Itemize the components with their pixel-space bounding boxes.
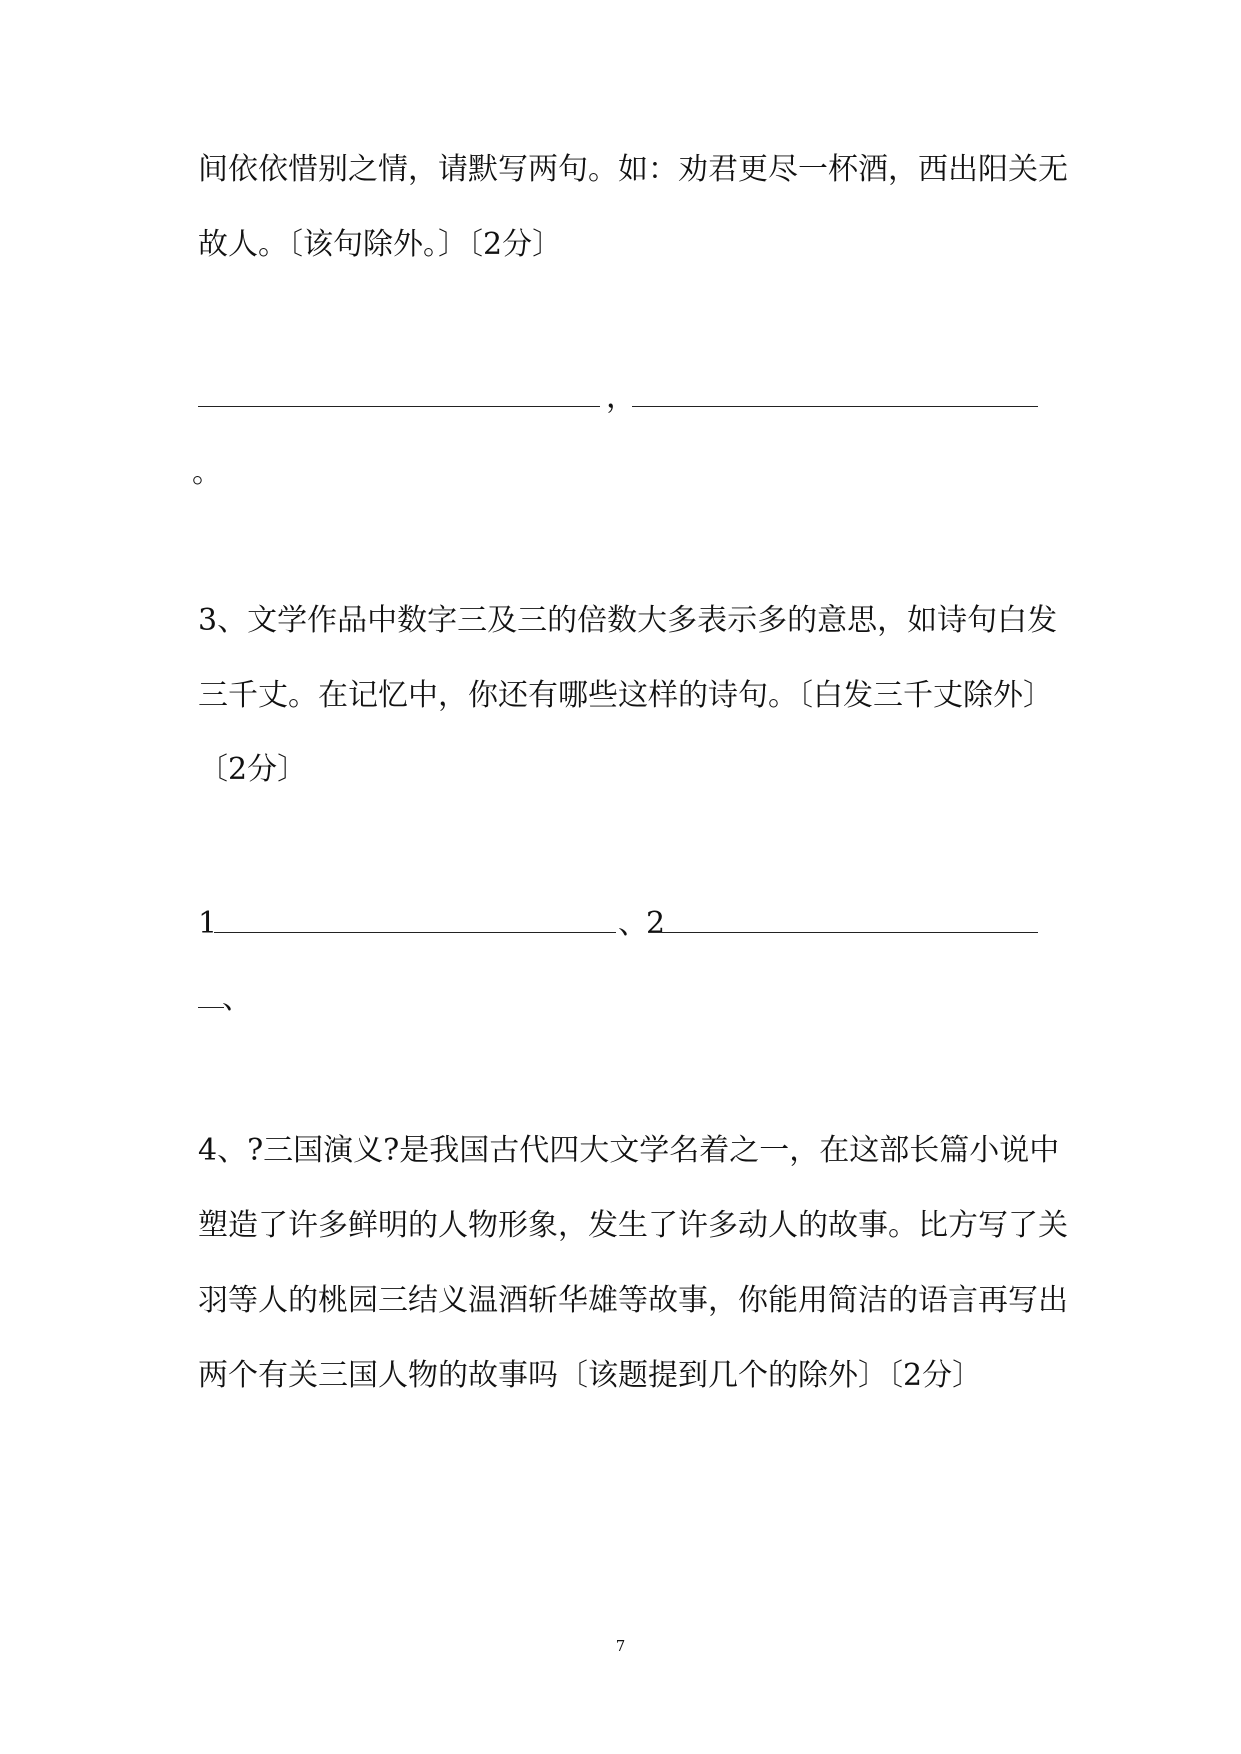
answer-number-1: 1 xyxy=(198,906,218,941)
question4-line4: 两个有关三国人物的故事吗〔该题提到几个的除外〕〔2分〕 xyxy=(198,1358,983,1393)
answer-blank-q2-second[interactable] xyxy=(632,406,1038,407)
answer-blank-q3-second[interactable] xyxy=(662,932,1038,933)
question2-line1: 间依依惜别之情，请默写两句。如：劝君更尽一杯酒，西出阳关无 xyxy=(198,152,1068,187)
question3-line2: 三千丈。在记忆中，你还有哪些这样的诗句。〔白发三千丈除外〕 xyxy=(198,678,1053,713)
answer-separator: 、 xyxy=(618,906,648,941)
question4-line1: 4、?三国演义?是我国古代四大文学名着之一，在这部长篇小说中 xyxy=(198,1133,1060,1168)
question3-line1: 3、文学作品中数字三及三的倍数大多表示多的意思，如诗句白发 xyxy=(198,603,1058,638)
question4-line3: 羽等人的桃园三结义温酒斩华雄等故事，你能用简洁的语言再写出 xyxy=(198,1283,1068,1318)
answer-separator-comma: ， xyxy=(606,380,636,415)
answer-blank-q2-first[interactable] xyxy=(198,406,600,407)
answer-blank-q3-continuation[interactable] xyxy=(198,1007,224,1008)
answer-end-mark: 。 xyxy=(192,455,222,490)
question3-line3: 〔2分〕 xyxy=(198,752,308,787)
answer-trailing-mark: 、 xyxy=(222,981,252,1016)
answer-blank-q3-first[interactable] xyxy=(214,932,616,933)
question2-line2: 故人。〔该句除外。〕〔2分〕 xyxy=(198,227,563,262)
answer-number-2: 2 xyxy=(646,906,666,941)
page-number: 7 xyxy=(615,1637,626,1655)
question4-line2: 塑造了许多鲜明的人物形象，发生了许多动人的故事。比方写了关 xyxy=(198,1208,1068,1243)
